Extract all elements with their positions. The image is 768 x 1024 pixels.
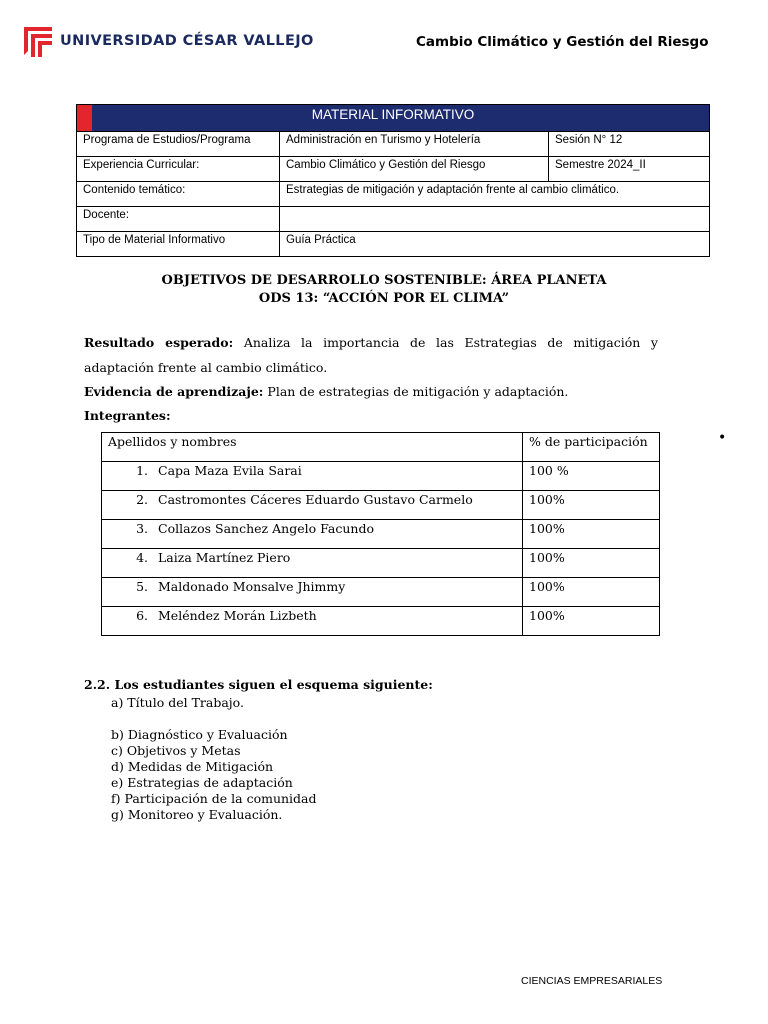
list-item: e) Estrategias de adaptación <box>111 775 293 790</box>
members-header-row <box>102 433 660 462</box>
info-row-experiencia: Experiencia Curricular: Cambio Climático y Gestión del Riesgo Semestre 2024_II <box>77 157 710 182</box>
footer-text: CIENCIAS EMPRESARIALES <box>521 975 663 987</box>
info-row-programa: Programa de Estudios/Programa Administración en Turismo y Hotelería Sesión N° 12 <box>77 132 710 157</box>
table-row: 2. Castromontes Cáceres Eduardo Gustavo Carmelo 100% <box>102 491 660 520</box>
integrantes-label: Integrantes: <box>84 408 171 423</box>
list-item: c) Objetivos y Metas <box>111 743 241 758</box>
table-row: 3. Collazos Sanchez Angelo Facundo 100% <box>102 520 660 549</box>
resultado-esperado: Resultado esperado: Analiza la importancia de las Estrategias de mitigación y adaptación frente al cambio climático. <box>84 335 658 375</box>
header-nombres: Apellidos y nombres <box>102 433 523 462</box>
section-2-2-title: 2.2. Los estudiantes siguen el esquema siguiente: <box>84 677 433 692</box>
info-row-tipo: Tipo de Material Informativo Guía Práctica <box>77 232 710 257</box>
list-item: d) Medidas de Mitigación <box>111 759 274 774</box>
list-item: b) Diagnóstico y Evaluación <box>111 727 288 742</box>
university-logo <box>22 25 314 59</box>
scheme-list <box>111 727 317 823</box>
list-item: a) Título del Trabajo. <box>111 695 244 710</box>
course-header-title: Cambio Climático y Gestión del Riesgo <box>416 34 709 50</box>
logo-text: UNIVERSIDAD CÉSAR VALLEJO <box>60 33 314 49</box>
ucv-shield-icon <box>22 25 54 59</box>
evidencia-aprendizaje: Evidencia de aprendizaje: Plan de estrategias de mitigación y adaptación. <box>84 384 569 399</box>
material-info-table <box>76 104 710 257</box>
material-info-heading: MATERIAL INFORMATIVO <box>77 105 710 132</box>
table-row: 1. Capa Maza Evila Sarai 100 % <box>102 462 660 491</box>
list-item: g) Monitoreo y Evaluación. <box>111 807 283 822</box>
members-table <box>101 432 660 636</box>
header-participacion: % de participación <box>523 433 660 462</box>
table-row: 4. Laiza Martínez Piero 100% <box>102 549 660 578</box>
ods-title-line2: ODS 13: “ACCIÓN POR EL CLIMA” <box>258 291 510 306</box>
table-row: 6. Meléndez Morán Lizbeth 100% <box>102 607 660 636</box>
info-row-contenido: Contenido temático: Estrategias de mitigación y adaptación frente al cambio climático. <box>77 182 710 207</box>
stray-bullet: • <box>718 430 727 446</box>
list-item: f) Participación de la comunidad <box>111 791 317 806</box>
info-row-docente: Docente: <box>77 207 710 232</box>
table-row: 5. Maldonado Monsalve Jhimmy 100% <box>102 578 660 607</box>
red-accent-mark <box>77 105 92 131</box>
ods-title-line1: OBJETIVOS DE DESARROLLO SOSTENIBLE: ÁREA PLANETA <box>161 273 607 288</box>
